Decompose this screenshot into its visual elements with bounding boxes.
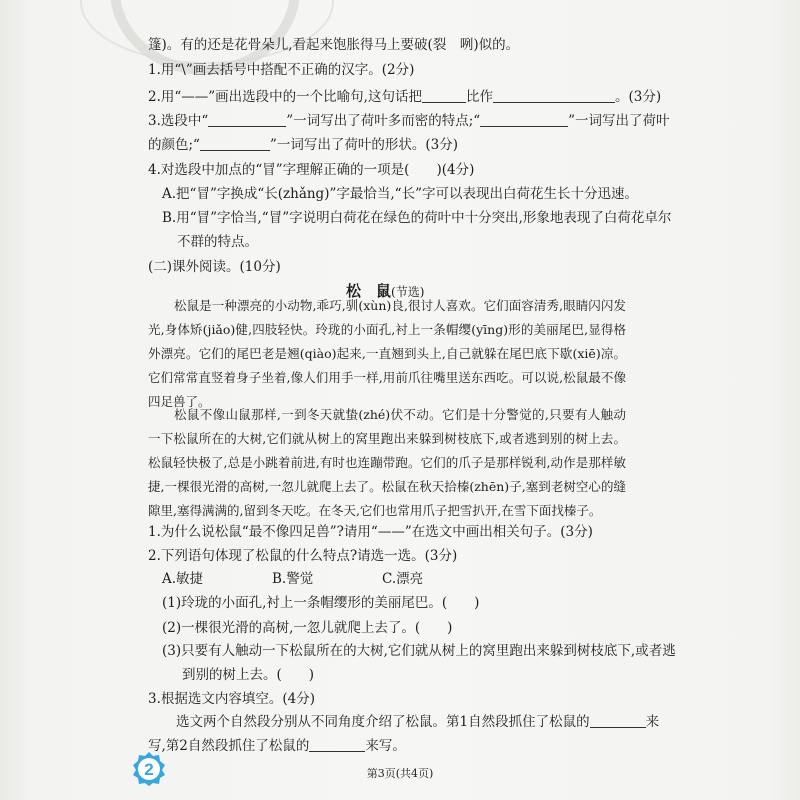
passage-paragraph-2: 松鼠不像山鼠那样,一到冬天就蛰(zhé)伏不动。它们是十分警觉的,只要有人触动一下松鼠所在的大树,它们就从树上的窝里跑出来躲到树枝底下,或者逃到别的树上去。松鼠轻快极了,总是小跳着前进,有时也连蹦带跑。它们的爪子是那样锐利,动作是那样敏捷,一棵很光滑的高树,一忽儿就爬上去了。松鼠在秋天拾榛(zhēn)子,塞到老树空心的缝隙里,塞得满满的,留到冬天吃。在冬天,它们也常用爪子把雪扒开,在雪下面找榛子。: [148, 407, 626, 518]
statement-1: (1)玲珑的小面孔,衬上一条帽缨形的美丽尾巴。( ): [162, 595, 480, 611]
fill-line-2: [148, 737, 406, 755]
text-line: 篷)。有的还是花骨朵儿,看起来饱胀得马上要破(裂 咧)似的。: [148, 37, 520, 53]
blank-field[interactable]: [309, 737, 365, 752]
option-b-cont: 不群的特点。: [177, 234, 258, 250]
statement-3: (3)只要有人触动一下松鼠所在的大树,它们就从树上的窝里跑出来躲到树枝底下,或者逃: [162, 643, 676, 659]
q3-text: 的颜色;“: [148, 137, 200, 153]
option-b: B.用“冒”字恰当,“冒”字说明白荷花在绿色的荷叶中十分突出,形象地表现了白荷花卓尔: [162, 210, 672, 226]
q2-text: 比作: [465, 89, 493, 105]
question-3: [148, 112, 670, 130]
reading-question-2: 2.下列语句体现了松鼠的什么特点?请选一选。(3分): [148, 548, 458, 564]
fill-text: 来写。: [365, 738, 406, 754]
option-a: A.把“冒”字换成“长(zhǎng)”字最恰当,“长”字可以表现出白荷花生长十分迅速。: [162, 186, 638, 202]
title-text: 松 鼠: [346, 282, 392, 300]
fill-text: 来: [645, 714, 660, 730]
stamp-watermark-ring: [80, 0, 334, 64]
question-3-cont: [148, 136, 458, 154]
blank-field[interactable]: [208, 112, 286, 127]
q3-text: ”一词写出了荷叶的形状。(3分): [269, 137, 458, 153]
question-2: [148, 88, 661, 106]
q3-text: ”一词写出了荷叶多而密的特点;“: [286, 113, 481, 129]
blank-field[interactable]: [422, 88, 466, 103]
fill-line-1: [176, 713, 659, 731]
fill-text: 选文两个自然段分别从不同角度介绍了松鼠。第1自然段抓住了松鼠的: [176, 714, 590, 730]
badge-number: 2: [144, 760, 154, 779]
question-4: 4.对选段中加点的“冒”字理解正确的一项是( )(4分): [148, 162, 475, 178]
blank-field[interactable]: [200, 136, 270, 151]
blank-field[interactable]: [480, 112, 568, 127]
q2-text: 2.用“——”画出选段中的一个比喻句,这句话把: [148, 89, 422, 105]
question-1: 1.用“\”画去括号中搭配不正确的汉字。(2分): [148, 62, 415, 78]
statement-3-cont: 到别的树上去。( ): [182, 667, 315, 683]
blank-field[interactable]: [493, 88, 615, 103]
passage-paragraph-1: 松鼠是一种漂亮的小动物,乖巧,驯(xùn)良,很讨人喜欢。它们面容清秀,眼睛闪闪发光,身体矫(jiǎo)健,四肢轻快。玲珑的小面孔,衬上一条帽缨(yīng)形的美丽尾巴,显得格外漂亮。它们的尾巴老是翘(qiào)起来,一直翘到头上,自己就躲在尾巴底下歇(xiē)凉。它们常常直竖着身子坐着,像人们用手一样,用前爪往嘴里送东西吃。可以说,松鼠最不像四足兽了。: [148, 298, 626, 409]
blank-field[interactable]: [590, 713, 646, 728]
choice-b: B.警觉: [272, 571, 314, 587]
q3-text: ”一词写出了荷叶: [568, 113, 670, 129]
choice-a: A.敏捷: [162, 571, 204, 587]
reading-question-3: 3.根据选文内容填空。(4分): [148, 691, 316, 707]
q2-text: 。(3分): [614, 89, 662, 105]
reading-question-1: 1.为什么说松鼠“最不像四足兽”?请用“——”在选文中画出相关句子。(3分): [148, 524, 593, 540]
title-note: (节选): [391, 285, 425, 299]
choice-c: C.漂亮: [382, 571, 424, 587]
page-footer: 第3页(共4页): [366, 767, 434, 780]
statement-2: (2)一棵很光滑的高树,一忽儿就爬上去了。( ): [162, 620, 453, 636]
section-heading: (二)课外阅读。(10分): [148, 259, 281, 275]
fill-text: 写,第2自然段抓住了松鼠的: [148, 738, 310, 754]
q3-text: 3.选段中“: [148, 113, 209, 129]
